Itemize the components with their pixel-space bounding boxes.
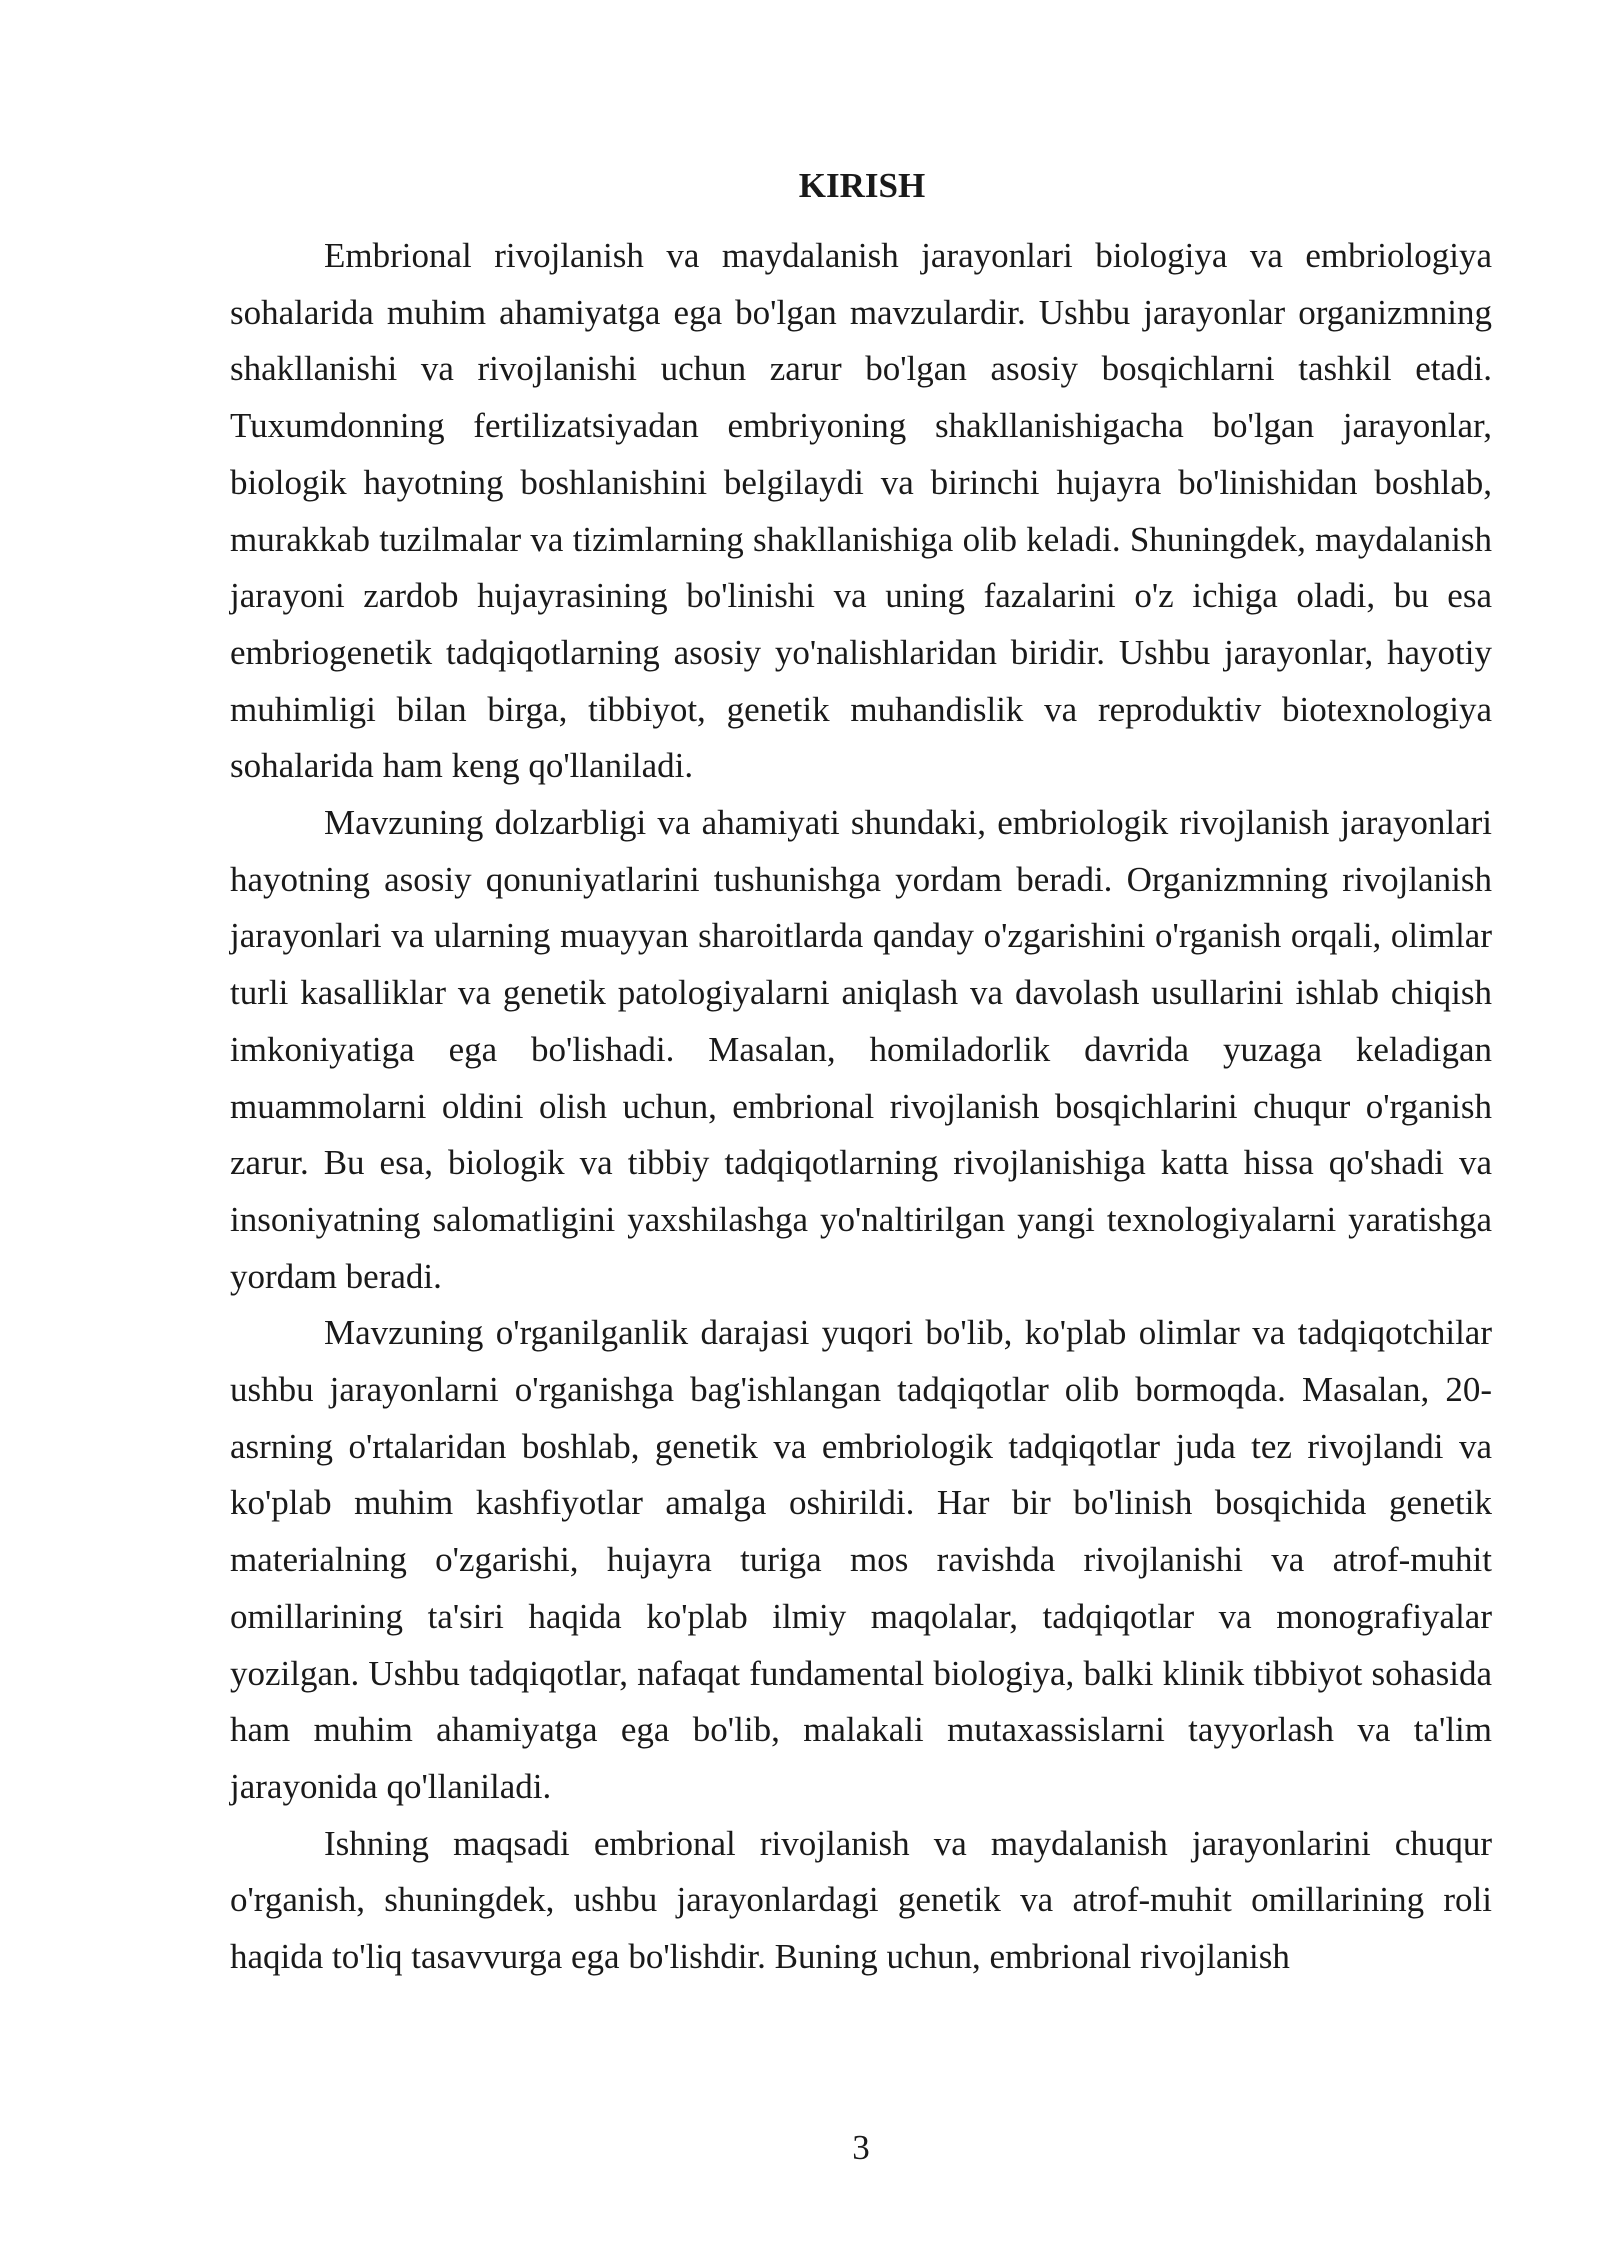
page-number: 3 bbox=[852, 2128, 870, 2167]
paragraph-1: Embrional rivojlanish va maydalanish jarayonlari biologiya va embriologiya sohalarida muhim ahamiyatga ega bo'lgan mavzulardir. Ushbu jarayonlar organizmning shakllanishi va rivojlanishi uchun zarur bo'lgan asosiy bosqichlarni tashkil etadi. Tuxumdonning fertilizatsiyadan embriyoning shakllanishigacha bo'lgan jarayonlar, biologik hayotning boshlanishini belgilaydi va birinchi hujayra bo'linishidan boshlab, murakkab tuzilmalar va tizimlarning shakllanishiga olib keladi. Shuningdek, maydalanish jarayoni zardob hujayrasining bo'linishi va uning fazalarini o'z ichiga oladi, bu esa embriogenetik tadqiqotlarning asosiy yo'nalishlaridan biridir. Ushbu jarayonlar, hayotiy muhimligi bilan birga, tibbiyot, genetik muhandislik va reproduktiv biotexnologiya sohalarida ham keng qo'llaniladi. bbox=[230, 236, 1492, 786]
section-heading: KIRISH bbox=[798, 166, 926, 205]
paragraph-2: Mavzuning dolzarbligi va ahamiyati shundaki, embriologik rivojlanish jarayonlari hayotning asosiy qonuniyatlarini tushunishga yordam beradi. Organizmning rivojlanish jarayonlari va ularning muayyan sharoitlarda qanday o'zgarishini o'rganish orqali, olimlar turli kasalliklar va genetik patologiyalarni aniqlash va davolash usullarini ishlab chiqish imkoniyatiga ega bo'lishadi. Masalan, homiladorlik davrida yuzaga keladigan muammolarni oldini olish uchun, embrional rivojlanish bosqichlarini chuqur o'rganish zarur. Bu esa, biologik va tibbiy tadqiqotlarning rivojlanishiga katta hissa qo'shadi va insoniyatning salomatligini yaxshilashga yo'naltirilgan yangi texnologiyalarni yaratishga yordam beradi. bbox=[230, 803, 1492, 1296]
page-content bbox=[230, 162, 1492, 1986]
paragraph-4: Ishning maqsadi embrional rivojlanish va maydalanish jarayonlarini chuqur o'rganish, shuningdek, ushbu jarayonlardagi genetik va atrof-muhit omillarining roli haqida to'liq tasavvurga ega bo'lishdir. Buning uchun, embrional rivojlanish bbox=[230, 1823, 1492, 1977]
paragraph-3: Mavzuning o'rganilganlik darajasi yuqori bo'lib, ko'plab olimlar va tadqiqotchilar ushbu jarayonlarni o'rganishga bag'ishlangan tadqiqotlar olib bormoqda. Masalan, 20-asrning o'rtalaridan boshlab, genetik va embriologik tadqiqotlar juda tez rivojlandi va ko'plab muhim kashfiyotlar amalga oshirildi. Har bir bo'linish bosqichida genetik materialning o'zgarishi, hujayra turiga mos ravishda rivojlanishi va atrof-muhit omillarining ta'siri haqida ko'plab ilmiy maqolalar, tadqiqotlar va monografiyalar yozilgan. Ushbu tadqiqotlar, nafaqat fundamental biologiya, balki klinik tibbiyot sohasida ham muhim ahamiyatga ega bo'lib, malakali mutaxassislarni tayyorlash va ta'lim jarayonida qo'llaniladi. bbox=[230, 1313, 1492, 1806]
